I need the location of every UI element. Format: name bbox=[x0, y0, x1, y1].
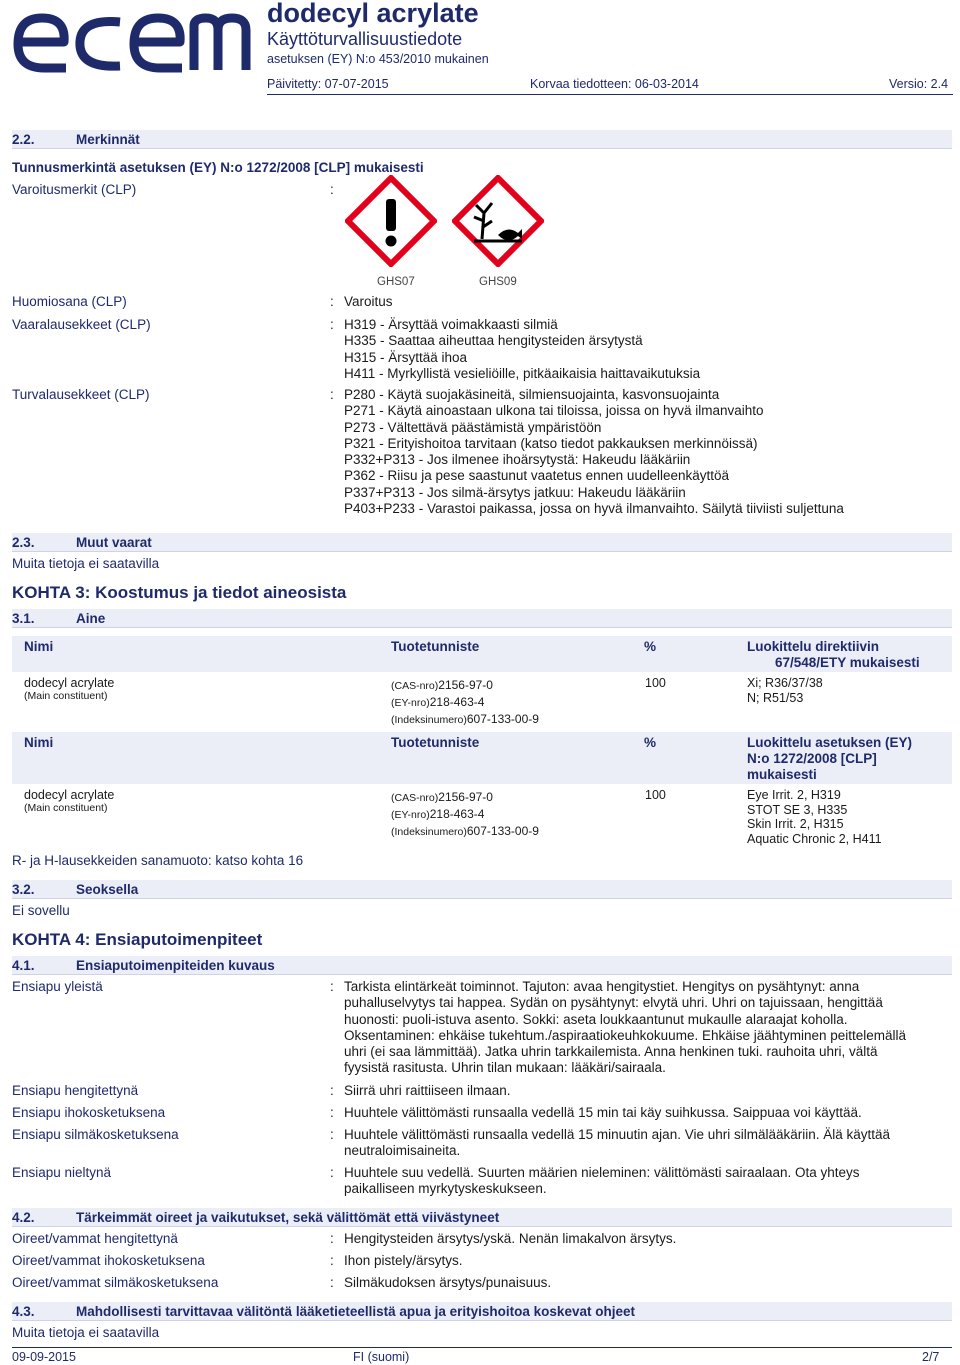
section-number: 4.3. bbox=[12, 1304, 35, 1319]
precaution-statement: P280 - Käytä suojakäsineitä, silmiensuojainta, kasvonsuojainta bbox=[344, 387, 720, 402]
text-line: Huuhtele välittömästi runsaalla vedellä 15 minuutin ajan. Vie uhri silmälääkäriin. Älä käyttää bbox=[344, 1127, 891, 1142]
colon: : bbox=[330, 317, 334, 332]
first-aid-general-label: Ensiapu yleistä bbox=[12, 979, 103, 994]
document-title: dodecyl acrylate bbox=[267, 0, 479, 28]
section-3-title: KOHTA 3: Koostumus ja tiedot aineosista bbox=[12, 583, 347, 602]
colon: : bbox=[330, 387, 334, 402]
page-number: 2/7 bbox=[922, 1350, 940, 1364]
section-4-2-header bbox=[12, 1208, 952, 1227]
col-percent: % bbox=[644, 639, 657, 654]
classification-line: STOT SE 3, H335 bbox=[747, 802, 848, 817]
identifiers bbox=[391, 677, 539, 728]
section-number: 3.1. bbox=[12, 611, 35, 626]
classification-line: Skin Irrit. 2, H315 bbox=[747, 817, 844, 831]
precaution-statement: P321 - Erityishoitoa tarvitaan (katso tiedot pakkauksen merkinnöissä) bbox=[344, 435, 758, 451]
index-number: 607-133-00-9 bbox=[466, 712, 539, 726]
svg-text:ecem: ecem bbox=[132, 75, 136, 76]
col-name: Nimi bbox=[24, 735, 54, 750]
percentage: 100 bbox=[645, 676, 666, 690]
precautionary-statements-label: Turvalausekkeet (CLP) bbox=[12, 387, 150, 402]
cas-number: 2156-97-0 bbox=[438, 790, 493, 804]
section-2-3-header bbox=[12, 533, 952, 552]
mixture-text: Ei sovellu bbox=[12, 903, 70, 918]
hazard-statement: H335 - Saattaa aiheuttaa hengitysteiden ärsytystä bbox=[344, 333, 643, 349]
first-aid-ingestion-label: Ensiapu nieltynä bbox=[12, 1165, 112, 1180]
cas-prefix: (CAS-nro) bbox=[391, 792, 439, 804]
symptoms-skin: Ihon pistely/ärsytys. bbox=[344, 1253, 463, 1268]
colon: : bbox=[330, 182, 334, 197]
symptoms-skin-label: Oireet/vammat ihokosketuksena bbox=[12, 1253, 205, 1268]
table-1-header bbox=[12, 636, 952, 672]
section-number: 2.2. bbox=[12, 132, 35, 147]
text-line: Huuhtele suu vedellä. Suurten määrien nieleminen: välittömästi sairaalaan. Ota yhteys bbox=[344, 1165, 860, 1180]
section-title: Merkinnät bbox=[76, 132, 140, 147]
first-aid-inhalation-label: Ensiapu hengitettynä bbox=[12, 1083, 139, 1098]
ec-prefix: (EY-nro) bbox=[391, 697, 430, 709]
substance-name: dodecyl acrylate bbox=[24, 676, 115, 690]
classification-line: Xi; R36/37/38 bbox=[747, 676, 823, 690]
substance-name: dodecyl acrylate bbox=[24, 788, 115, 802]
text-line: huonosti: puoli-istuva asento. Sokki: aseta loukkaantunut mukaulle alaraajat koholla. bbox=[344, 1011, 848, 1027]
text-line: puhalluselvytys tai happea. Sydän on pysähtynyt: elvytä uhri. Uhri on tajuissaan, hengittää bbox=[344, 995, 883, 1011]
regulation-note: asetuksen (EY) N:o 453/2010 mukainen bbox=[267, 52, 489, 66]
ec-number: 218-463-4 bbox=[429, 695, 485, 709]
text-line: fyysistä rasitusta. Uhrin tilan mukaan: lääkäri/sairaala. bbox=[344, 1060, 666, 1076]
precaution-statement: P362 - Riisu ja pese saastunut vaatetus ennen uudelleenkäyttöä bbox=[344, 468, 730, 484]
symptoms-eye: Silmäkudoksen ärsytys/punaisuus. bbox=[344, 1275, 552, 1290]
first-aid-eye-label: Ensiapu silmäkosketuksena bbox=[12, 1127, 179, 1142]
index-prefix: (Indeksinumero) bbox=[391, 714, 467, 726]
section-title: Seoksella bbox=[76, 882, 139, 897]
hazard-statements-label: Vaaralausekkeet (CLP) bbox=[12, 317, 151, 332]
section-4-3-header bbox=[12, 1302, 952, 1321]
table-2-header bbox=[12, 732, 952, 784]
percentage: 100 bbox=[645, 788, 666, 802]
symptoms-inhalation-label: Oireet/vammat hengitettynä bbox=[12, 1231, 178, 1246]
precaution-statement: P273 - Vältettävä päästämistä ympäristöön bbox=[344, 419, 602, 435]
colon: : bbox=[330, 1231, 334, 1246]
document-subtitle: Käyttöturvallisuustiedote bbox=[267, 29, 463, 49]
footer-language: FI (suomi) bbox=[353, 1350, 410, 1364]
classification-line: Aquatic Chronic 2, H411 bbox=[747, 831, 882, 846]
cas-number: 2156-97-0 bbox=[438, 678, 493, 692]
footer-divider bbox=[12, 1347, 952, 1348]
section-4-title: KOHTA 4: Ensiaputoimenpiteet bbox=[12, 930, 263, 949]
updated-date: Päivitetty: 07-07-2015 bbox=[267, 77, 389, 91]
text-line: Oksentaminen: ehkäise tukehtum./aspiraatiokeuhkokuume. Ehkäise jäähtyminen peittelemällä bbox=[344, 1027, 907, 1043]
precaution-statement: P271 - Käytä ainoastaan ulkona tai tiloissa, joissa on hyvä ilmanvaihto bbox=[344, 403, 764, 419]
classification-line: Eye Irrit. 2, H319 bbox=[747, 788, 841, 802]
section-3-2-header bbox=[12, 880, 952, 899]
classification-line: N; R51/53 bbox=[747, 691, 804, 705]
header-divider bbox=[267, 94, 953, 95]
text-line: neutraloimisaineita. bbox=[344, 1143, 461, 1159]
section-title: Mahdollisesti tarvittavaa välitöntä lääketieteellistä apua ja erityishoitoa koskevat ohjeet bbox=[76, 1304, 635, 1319]
substance-note: (Main constituent) bbox=[24, 690, 108, 702]
first-aid-skin-label: Ensiapu ihokosketuksena bbox=[12, 1105, 166, 1120]
colon: : bbox=[330, 1083, 334, 1098]
index-number: 607-133-00-9 bbox=[466, 824, 539, 838]
precautionary-statements bbox=[344, 387, 844, 517]
footer-date: 09-09-2015 bbox=[12, 1350, 76, 1364]
ec-prefix: (EY-nro) bbox=[391, 809, 430, 821]
section-title: Tärkeimmät oireet ja vaikutukset, sekä välittömät että viivästyneet bbox=[76, 1210, 500, 1225]
identifiers bbox=[391, 789, 539, 840]
text-line: Tarkista elintärkeät toiminnot. Tajuton: avaa hengitystiet. Hengitys on pysähtynyt: anna bbox=[344, 979, 860, 994]
substance-note: (Main constituent) bbox=[24, 802, 108, 814]
col-classification: mukaisesti bbox=[747, 767, 817, 782]
hazard-statement: H319 - Ärsyttää voimakkaasti silmiä bbox=[344, 317, 558, 332]
first-aid-general bbox=[344, 979, 906, 1077]
col-classification: N:o 1272/2008 [CLP] bbox=[747, 751, 877, 766]
first-aid-ingestion bbox=[344, 1165, 860, 1198]
precaution-statement: P337+P313 - Jos silmä-ärsytys jatkuu: Hakeudu lääkäriin bbox=[344, 484, 686, 500]
section-number: 2.3. bbox=[12, 535, 35, 550]
cas-prefix: (CAS-nro) bbox=[391, 680, 439, 692]
text-line: paikalliseen myrkytyskeskukseen. bbox=[344, 1181, 547, 1197]
ghs09-label: GHS09 bbox=[479, 276, 517, 288]
r-h-phrases-note: R- ja H-lausekkeiden sanamuoto: katso kohta 16 bbox=[12, 853, 304, 868]
clp-subheading: Tunnusmerkintä asetuksen (EY) N:o 1272/2008 [CLP] mukaisesti bbox=[12, 160, 424, 175]
medical-attention-text: Muita tietoja ei saatavilla bbox=[12, 1325, 160, 1340]
section-3-1-header bbox=[12, 609, 952, 628]
section-2-2-header bbox=[12, 130, 952, 149]
ec-number: 218-463-4 bbox=[429, 807, 485, 821]
colon: : bbox=[330, 1253, 334, 1268]
precaution-statement: P332+P313 - Jos ilmenee ihoärsytystä: Hakeudu lääkäriin bbox=[344, 452, 691, 468]
col-classification: Luokittelu asetuksen (EY) bbox=[747, 735, 913, 750]
colon: : bbox=[330, 1127, 334, 1142]
colon: : bbox=[330, 1165, 334, 1180]
ecem-logo bbox=[10, 8, 258, 76]
pictograms-label: Varoitusmerkit (CLP) bbox=[12, 182, 137, 197]
first-aid-skin: Huuhtele välittömästi runsaalla vedellä 15 min tai käy suihkussa. Saippuaa voi käyttää. bbox=[344, 1105, 862, 1120]
col-classification: Luokittelu direktiivin bbox=[747, 639, 880, 654]
col-identifier: Tuotetunniste bbox=[391, 639, 480, 654]
colon: : bbox=[330, 1105, 334, 1120]
first-aid-inhalation: Siirrä uhri raittiiseen ilmaan. bbox=[344, 1083, 511, 1098]
classification bbox=[747, 676, 823, 706]
colon: : bbox=[330, 979, 334, 994]
section-number: 3.2. bbox=[12, 882, 35, 897]
section-4-1-header bbox=[12, 956, 952, 975]
version: Versio: 2.4 bbox=[889, 77, 949, 91]
colon: : bbox=[330, 294, 334, 309]
signal-word-label: Huomiosana (CLP) bbox=[12, 294, 127, 309]
signal-word-value: Varoitus bbox=[344, 294, 393, 309]
classification bbox=[747, 788, 882, 846]
hazard-statements bbox=[344, 317, 700, 382]
other-hazards-text: Muita tietoja ei saatavilla bbox=[12, 556, 160, 571]
section-number: 4.2. bbox=[12, 1210, 35, 1225]
colon: : bbox=[330, 1275, 334, 1290]
hazard-statement: H315 - Ärsyttää ihoa bbox=[344, 349, 468, 365]
col-percent: % bbox=[644, 735, 657, 750]
ghs07-exclamation-icon bbox=[345, 175, 437, 270]
precaution-statement: P403+P233 - Varastoi paikassa, jossa on hyvä ilmanvaihto. Säilytä tiiviisti suljettuna bbox=[344, 501, 844, 517]
section-title: Aine bbox=[76, 611, 106, 626]
col-identifier: Tuotetunniste bbox=[391, 735, 480, 750]
section-title: Ensiaputoimenpiteiden kuvaus bbox=[76, 958, 275, 973]
ghs07-label: GHS07 bbox=[377, 276, 415, 288]
section-number: 4.1. bbox=[12, 958, 35, 973]
section-title: Muut vaarat bbox=[76, 535, 152, 550]
col-classification: 67/548/ETY mukaisesti bbox=[775, 655, 920, 670]
symptoms-inhalation: Hengitysteiden ärsytys/yskä. Nenän limakalvon ärsytys. bbox=[344, 1231, 677, 1246]
index-prefix: (Indeksinumero) bbox=[391, 826, 467, 838]
symptoms-eye-label: Oireet/vammat silmäkosketuksena bbox=[12, 1275, 219, 1290]
col-name: Nimi bbox=[24, 639, 54, 654]
ecem-logo-graphic bbox=[10, 8, 258, 76]
replaces-date: Korvaa tiedotteen: 06-03-2014 bbox=[530, 77, 699, 91]
ghs09-environment-icon bbox=[452, 175, 544, 270]
hazard-statement: H411 - Myrkyllistä vesieliöille, pitkäaikaisia haittavaikutuksia bbox=[344, 365, 701, 381]
first-aid-eye bbox=[344, 1127, 890, 1160]
text-line: uhri (ei saa lämmittää). Jatka uhrin tarkkailemista. Anna henkinen tuki. rauhoita uhri, vältä bbox=[344, 1044, 878, 1060]
